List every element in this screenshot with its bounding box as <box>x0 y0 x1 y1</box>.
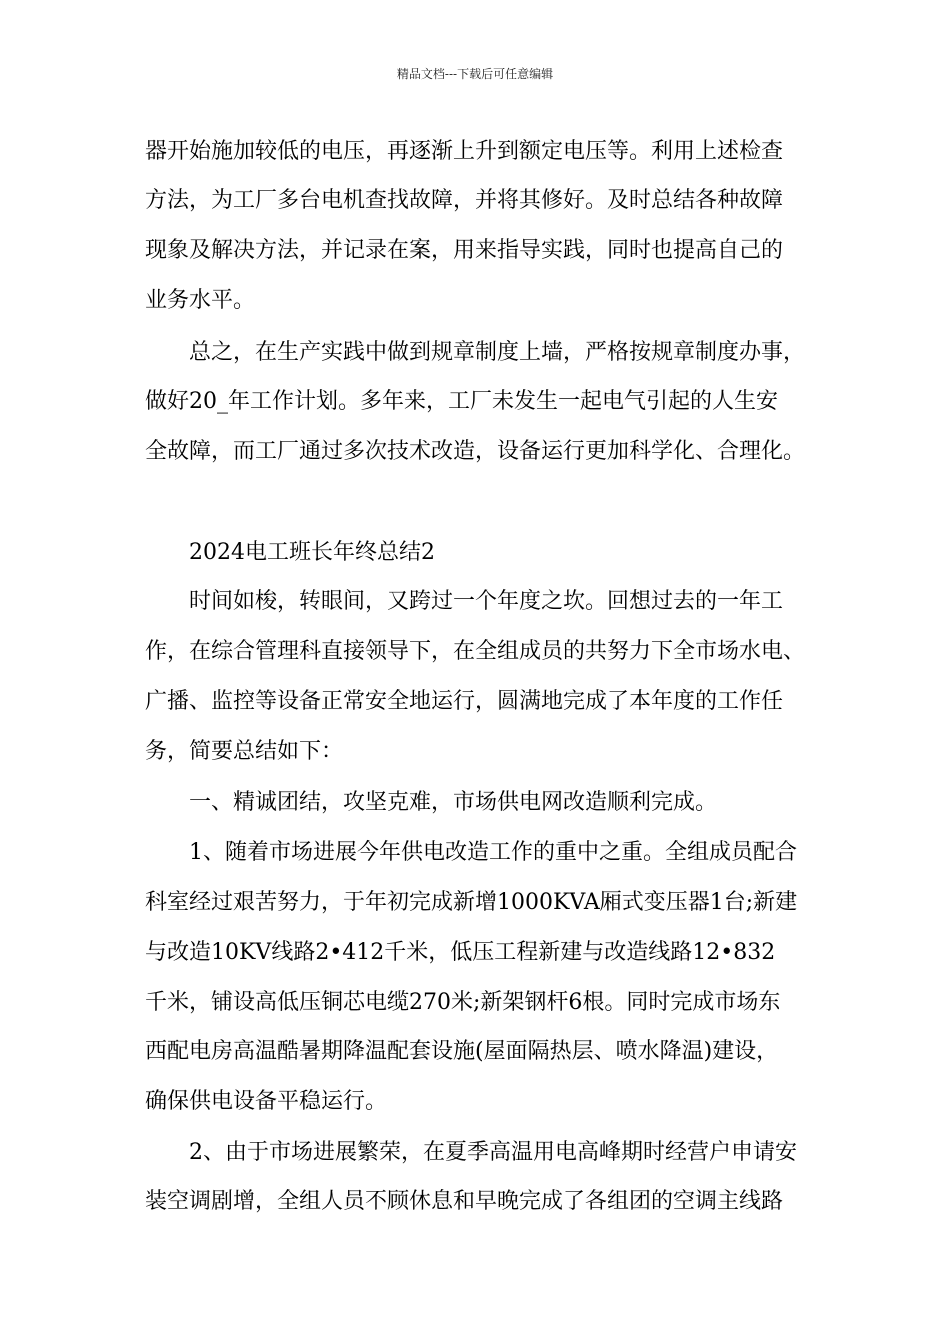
body-line-16: 与改造10KV线路2•412千米，低压工程新建与改造线路12•832 <box>145 940 776 965</box>
body-line-20: 2、由于市场进展繁荣，在夏季高温用电高峰期时经营户申请安 <box>189 1140 797 1165</box>
body-line-14: 1、随着市场进展今年供电改造工作的重中之重。全组成员配合 <box>189 840 797 865</box>
body-line-4: 业务水平。 <box>145 288 256 313</box>
body-line-2: 方法，为工厂多台电机查找故障，并将其修好。及时总结各种故障 <box>145 188 784 213</box>
body-line-1: 器开始施加较低的电压，再逐渐上升到额定电压等。利用上述检查 <box>145 139 784 164</box>
section-title: 2024电工班长年终总结2 <box>189 540 435 565</box>
body-line-21: 装空调剧增，全组人员不顾休息和早晚完成了各组团的空调主线路 <box>145 1189 784 1214</box>
body-line-9: 时间如梭，转眼间，又跨过一个年度之坎。回想过去的一年工 <box>189 589 784 614</box>
body-line-7: 全故障，而工厂通过多次技术改造，设备运行更加科学化、合理化。 <box>145 439 806 464</box>
body-line-18: 西配电房高温酷暑期降温配套设施(屋面隔热层、喷水降温)建设， <box>145 1039 779 1064</box>
body-line-5: 总之，在生产实践中做到规章制度上墙，严格按规章制度办事， <box>189 340 806 365</box>
body-line-3: 现象及解决方法，并记录在案，用来指导实践，同时也提高自己的 <box>145 238 784 263</box>
body-line-12: 务，简要总结如下： <box>145 739 344 764</box>
page-header: 精品文档---下载后可任意编辑 <box>396 67 554 81</box>
body-line-17: 千米，铺设高低压铜芯电缆270米;新架钢杆6根。同时完成市场东 <box>145 990 781 1015</box>
body-line-13: 一、精诚团结，攻坚克难，市场供电网改造顺利完成。 <box>189 790 718 815</box>
body-line-6: 做好20_年工作计划。多年来，工厂未发生一起电气引起的人生安 <box>145 389 778 414</box>
body-line-11: 广播、监控等设备正常安全地运行，圆满地完成了本年度的工作任 <box>145 689 784 714</box>
body-line-19: 确保供电设备平稳运行。 <box>145 1089 388 1114</box>
body-line-15: 科室经过艰苦努力，于年初完成新增1000KVA厢式变压器1台;新建 <box>145 890 798 915</box>
body-line-10: 作，在综合管理科直接领导下，在全组成员的共努力下全市场水电、 <box>145 639 806 664</box>
